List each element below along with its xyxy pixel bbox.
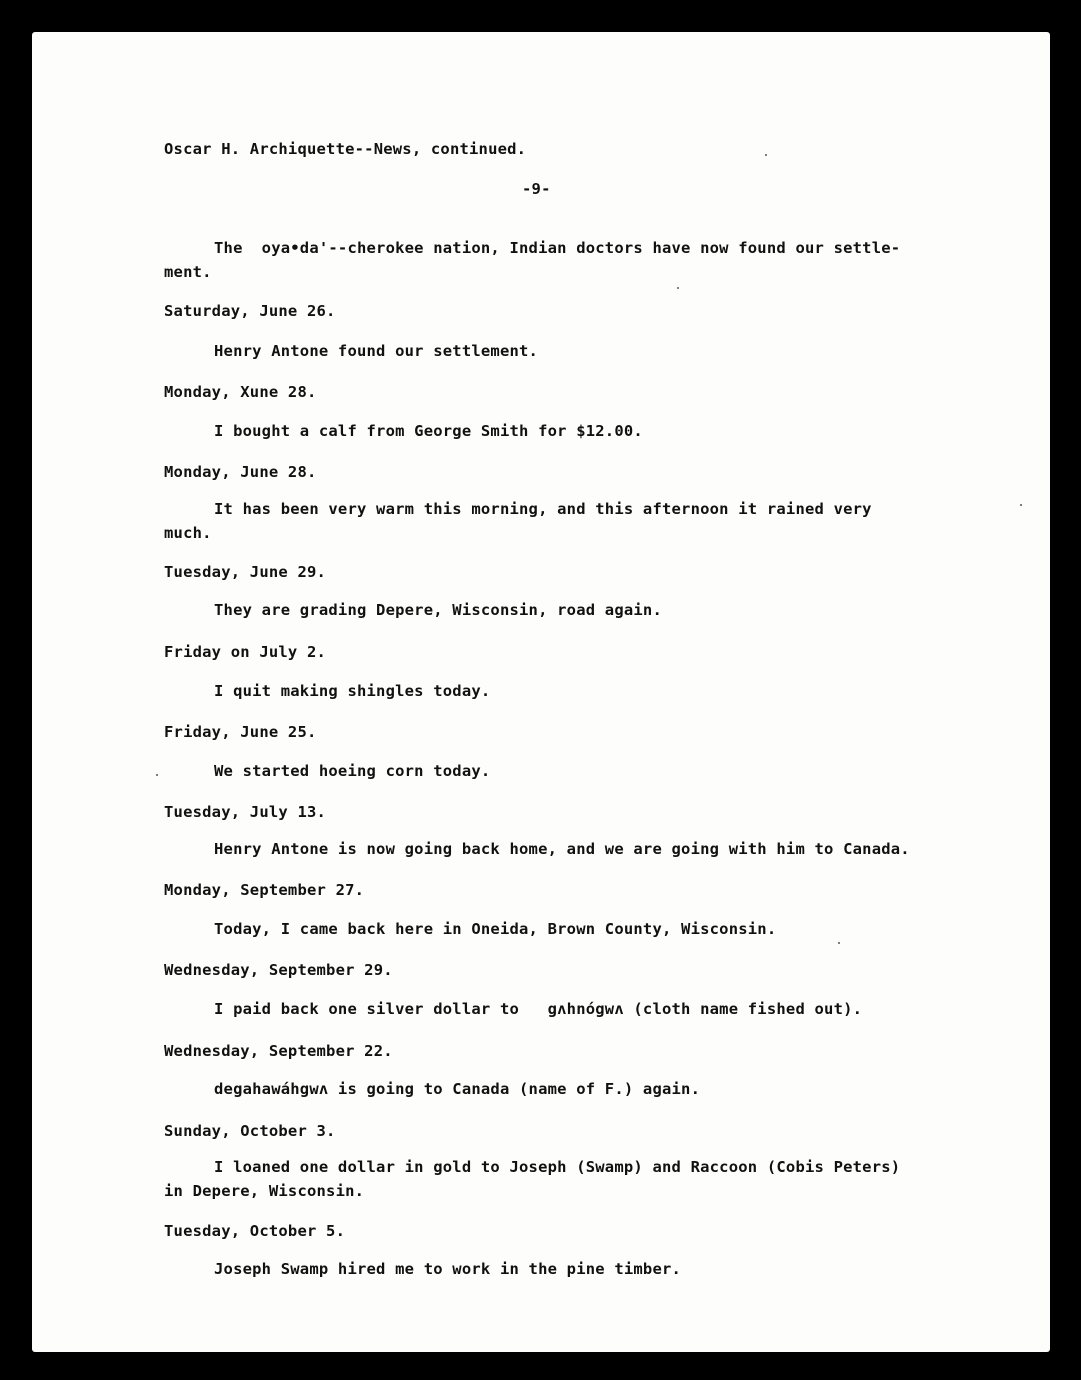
scan-speck <box>765 154 767 156</box>
entry-text-continued: much. <box>164 524 212 542</box>
entry-date: Monday, Xune 28. <box>164 383 317 401</box>
entry-date: Wednesday, September 22. <box>164 1042 393 1060</box>
entry-date: Tuesday, June 29. <box>164 563 327 581</box>
entry-date: Monday, September 27. <box>164 881 365 899</box>
page-number: -9- <box>522 180 551 198</box>
entry-text: I loaned one dollar in gold to Joseph (Swamp) and Raccoon (Cobis Peters) <box>214 1158 901 1176</box>
entry-text: The oya•da'--cherokee nation, Indian doctors have now found our settle- <box>214 239 901 257</box>
entry-text: I paid back one silver dollar to gʌhnógwʌ (cloth name fished out). <box>214 1000 863 1018</box>
entry-text: We started hoeing corn today. <box>214 762 491 780</box>
document-header-title: Oscar H. Archiquette--News, continued. <box>164 140 527 158</box>
entry-text: Henry Antone is now going back home, and we are going with him to Canada. <box>214 840 910 858</box>
entry-date: Sunday, October 3. <box>164 1122 336 1140</box>
scan-speck <box>156 774 158 776</box>
entry-text: Henry Antone found our settlement. <box>214 342 539 360</box>
entry-text: It has been very warm this morning, and this afternoon it rained very <box>214 500 872 518</box>
scan-speck <box>1020 504 1022 506</box>
entry-date: Saturday, June 26. <box>164 302 336 320</box>
entry-text: They are grading Depere, Wisconsin, road again. <box>214 601 662 619</box>
entry-date: Friday on July 2. <box>164 643 327 661</box>
entry-text-continued: in Depere, Wisconsin. <box>164 1182 365 1200</box>
entry-text: I quit making shingles today. <box>214 682 491 700</box>
entry-text: degahawáhgwʌ is going to Canada (name of F.) again. <box>214 1080 701 1098</box>
scan-speck <box>838 942 840 944</box>
entry-text: Today, I came back here in Oneida, Brown County, Wisconsin. <box>214 920 777 938</box>
entry-date: Tuesday, October 5. <box>164 1222 346 1240</box>
scan-speck <box>677 287 679 289</box>
typed-document <box>32 32 1050 1352</box>
document-page <box>32 32 1050 1352</box>
entry-date: Friday, June 25. <box>164 723 317 741</box>
entry-text-continued: ment. <box>164 263 212 281</box>
entry-text: Joseph Swamp hired me to work in the pine timber. <box>214 1260 682 1278</box>
entry-text: I bought a calf from George Smith for $12.00. <box>214 422 643 440</box>
entry-date: Tuesday, July 13. <box>164 803 327 821</box>
entry-date: Monday, June 28. <box>164 463 317 481</box>
entry-date: Wednesday, September 29. <box>164 961 393 979</box>
